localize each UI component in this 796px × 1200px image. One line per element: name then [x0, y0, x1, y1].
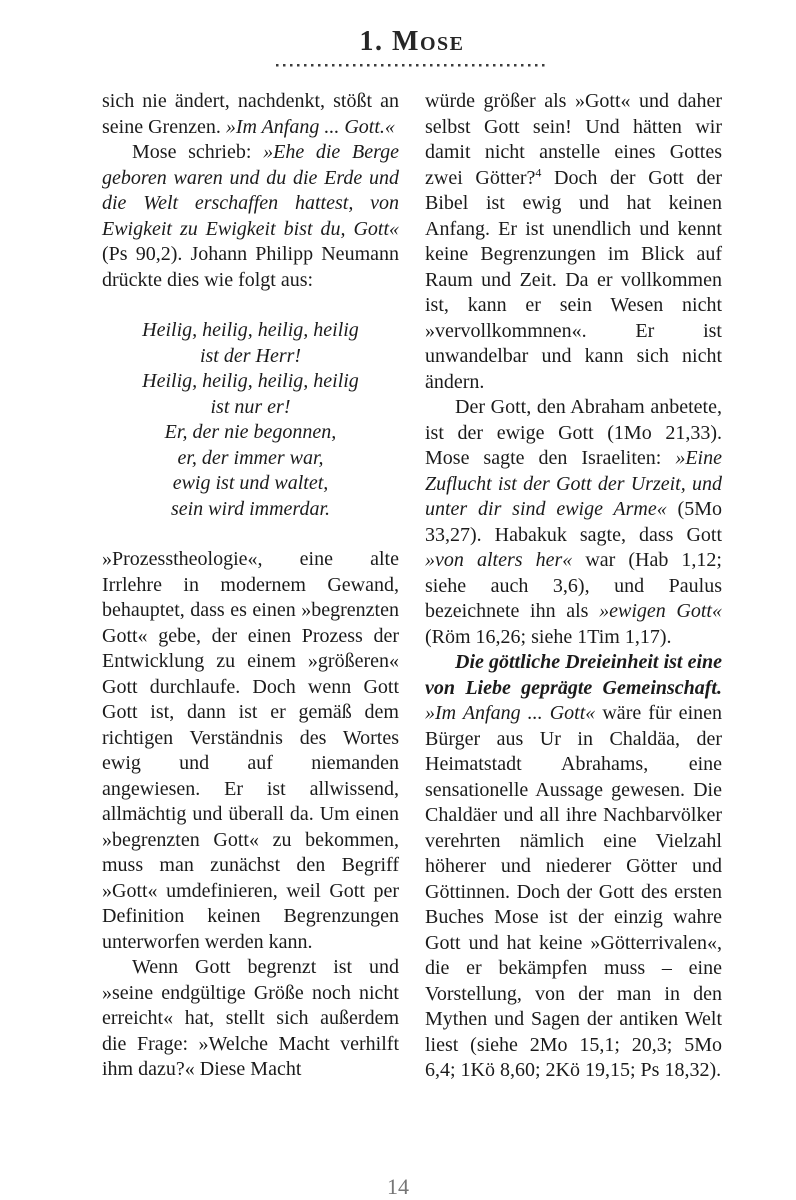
poem-line: er, der immer war, [177, 446, 324, 469]
text-run: 4 [535, 164, 542, 179]
text-run: »von alters her« [425, 549, 573, 571]
text-run: »Eine Zuflucht ist der Gott der Urzeit, und unter dir sind ewige Arme« [425, 447, 722, 520]
right-column [425, 89, 722, 1084]
poem-line: Heilig, heilig, heilig, heilig [142, 370, 359, 392]
text-run: Die göttliche Dreieinheit ist eine von Liebe geprägte Gemeinschaft. [425, 651, 722, 699]
text-run: Doch der Gott der Bibel ist ewig und hat keinen Anfang. Er ist unendlich und kennt keine Begrenzungen im Blick auf Raum und Zeit. Da er vollkommen ist, kann er sein Wesen nicht »vervollkommnen«. Er ist unwandelbar und kann sich nicht ändern. [425, 166, 722, 393]
paragraph [425, 89, 722, 395]
left-column [102, 89, 399, 1084]
paragraph [102, 955, 399, 1083]
text-run: (Ps 90,2). Johann Philipp Neumann drückte dies wie folgt aus: [102, 243, 399, 291]
paragraph [425, 650, 722, 1084]
text-run: »Prozesstheologie«, eine alte Irrlehre in modernem Gewand, behauptet, dass es einen »begrenzten Gott« gebe, der einen Prozess der Entwicklung zu einem »größeren« Gott durchlaufe. Doch wenn Gott Gott ist, dann ist er gemäß dem richtigen Verständnis des Wortes ewig und auf niemanden angewiesen. Er ist allwissend, allmächtig und überall da. Um einen »begrenzten Gott« zu bekommen, muss man zunächst den Begriff »Gott« umdefinieren, weil Gott per Definition keinen Begrenzungen unterworfen werden kann. [102, 548, 399, 953]
poem-line: ewig ist und waltet, [172, 472, 329, 494]
poem-line: Heilig, heilig, heilig, heilig [142, 319, 359, 341]
dotted-rule [276, 64, 548, 67]
paragraph [102, 140, 399, 293]
text-run: war (Hab 1,12; siehe auch 3,6), und Paulus bezeichnete ihn als [425, 549, 722, 622]
page-header [102, 26, 722, 67]
text-run: Wenn Gott begrenzt ist und »seine endgültige Größe noch nicht erreicht« hat, stellt sich außerdem die Frage: »Welche Macht verhilft ihm dazu?« Diese Macht [102, 956, 399, 1080]
page-number: 14 [387, 1174, 409, 1199]
text-run: würde größer als »Gott« und daher selbst Gott sein! Und hätten wir damit nicht anstelle eines Gottes zwei Götter? [425, 90, 722, 189]
poem-line: sein wird immerdar. [170, 497, 331, 520]
text-run: »Ehe die Berge geboren waren und du die Erde und die Welt erschaffen hattest, von Ewigkeit zu Ewigkeit bist du, Gott« [102, 141, 399, 240]
paragraph [102, 547, 399, 955]
text-run: Mose schrieb: [132, 141, 264, 163]
paragraph [102, 89, 399, 140]
running-head-title: 1. Mose [359, 26, 465, 57]
poem-line: ist nur er! [210, 395, 291, 418]
paragraph [425, 395, 722, 650]
text-columns [102, 89, 722, 1084]
text-run: (5Mo 33,27). Habakuk sagte, dass Gott [425, 498, 722, 546]
text-run: »Im Anfang ... Gott« [425, 702, 596, 724]
text-run: Der Gott, den Abraham anbetete, ist der ewige Gott (1Mo 21,33). Mose sagte den Israeliten: [425, 396, 722, 469]
text-run: »ewigen Gott« [599, 600, 722, 622]
poem-line: ist der Herr! [199, 344, 302, 367]
text-run: sich nie ändert, nachdenkt, stößt an seine Grenzen. [102, 90, 399, 138]
text-run: »Im Anfang ... Gott.« [225, 115, 395, 138]
text-run: (Röm 16,26; siehe 1Tim 1,17). [425, 625, 672, 648]
poem-line: Er, der nie begonnen, [164, 421, 337, 443]
text-run: wäre für einen Bürger aus Ur in Chaldäa, der Heimatstadt Abrahams, eine sensationelle Aussage gewesen. Die Chaldäer und all ihre Nachbarvölker verehrten nämlich eine Vielzahl höherer und niederer Götter und Göttinnen. Doch der Gott des ersten Buches Mose ist der einzig wahre Gott und hat keine »Götterrivalen«, die er bekämpfen muss – eine Vorstellung, von der man in den Mythen und Sagen der antiken Welt liest (siehe 2Mo 15,1; 20,3; 5Mo 6,4; 1Kö 8,60; 2Kö 19,15; Ps 18,32). [425, 702, 722, 1081]
poem [102, 318, 399, 522]
